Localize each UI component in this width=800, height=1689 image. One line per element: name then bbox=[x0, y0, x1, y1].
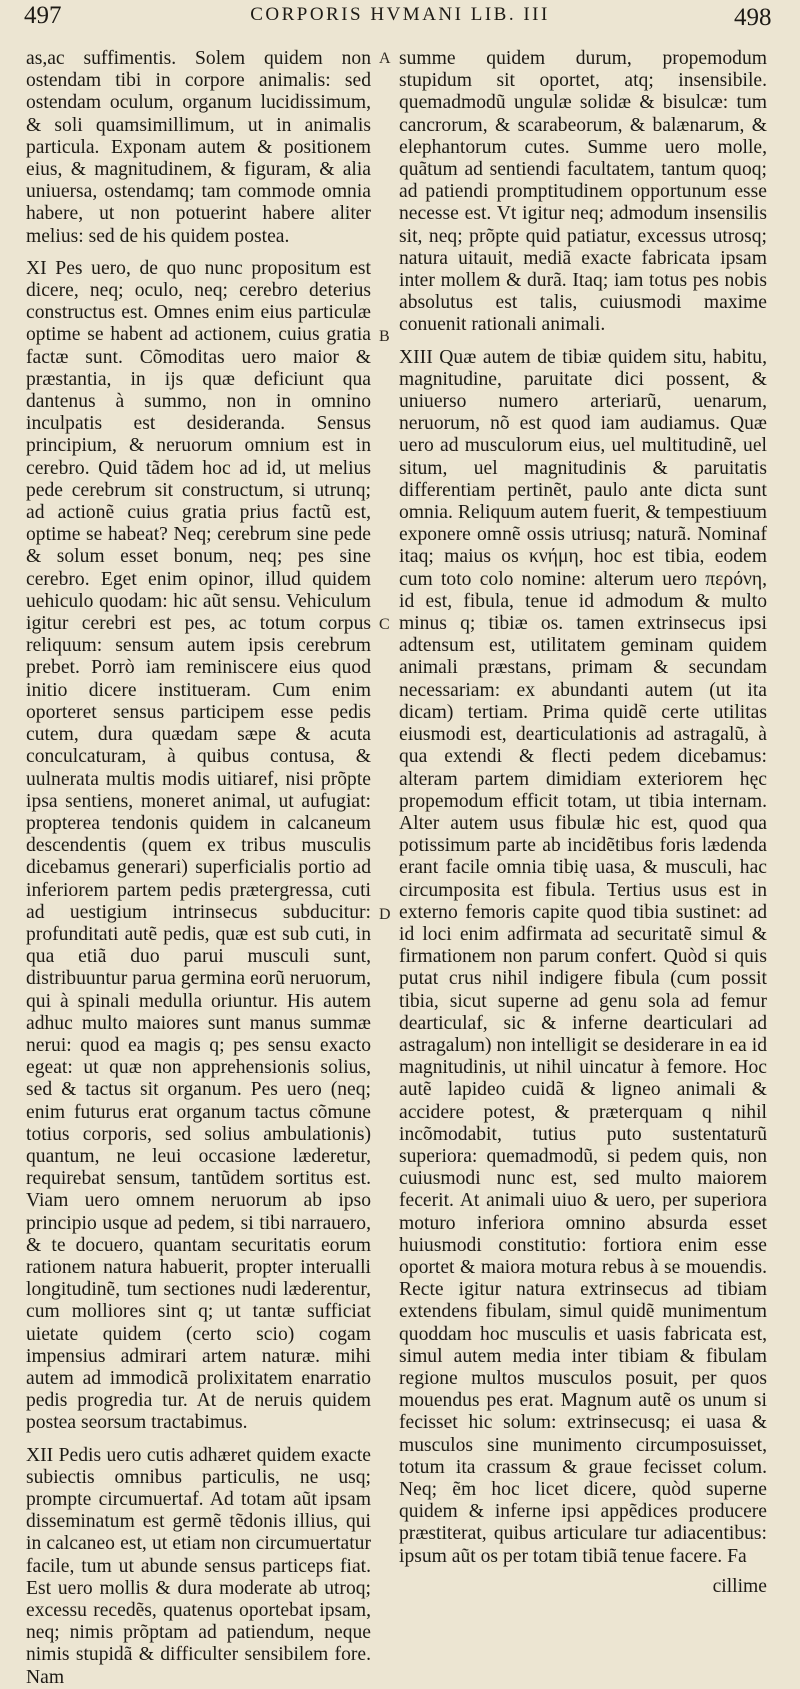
page-number-right: 498 bbox=[734, 4, 772, 31]
paragraph-continuation-right: summe quidem durum, propemodum stupidum sit oportet, atq; insensibile. quemadmodũ ungulæ solidæ & bisulcæ: tum cancrorum, & scarabeorum, & balænarum, & elephantorum cutes. Summe uero molle, quãtum ad sentiendi facultatem, tantum quoq; ad patiendi promptitudinem opportunum esse necesse est. Vt igitur neq; admodum insensilis sit, neq; prõpte quid patiatur, excessus utrosq; natura uitauit, mediã exacte fabricata ipsam inter mollem & durã. Itaq; iam totus pes nobis absolutus est talis, cuiusmodi maxime conuenit rationali animali. bbox=[399, 48, 767, 336]
marginal-letter-c: C bbox=[379, 616, 390, 633]
page-number-left: 497 bbox=[24, 2, 62, 29]
marginal-letter-b: B bbox=[379, 328, 390, 345]
right-column bbox=[399, 48, 767, 1597]
page-header bbox=[0, 0, 800, 44]
left-column bbox=[26, 48, 371, 1688]
marginal-letter-a: A bbox=[379, 50, 391, 67]
catchword: cillime bbox=[712, 1575, 767, 1597]
marginal-letter-d: D bbox=[379, 906, 391, 923]
paragraph-section-xi: XI Pes uero, de quo nunc propositum est dicere, neq; oculo, neq; cerebro deterius constructus est. Omnes enim eius particulæ optime se habent ad actionem, cuius gratia factæ sunt. Cõmoditas uero maior & præstantia, in ijs quæ deficiunt qua dantenus à summo, non in omnino inculpatis est desideranda. Sensus principium, & neruorum omnium est in cerebro. Quid tãdem hoc ad id, ut melius pede cerebrum sit constructum, si utrunq; ad actionẽ cuius gratia prius factũ est, optime se habeat? Neq; cerebrum sine pede & solum esset bonum, neq; pes sine cerebro. Eget enim opinor, illud quidem uehiculo quodam: hic aũt sensu. Vehiculum igitur cerebri est pes, ac totum corpus reliquum: sensum autem ipsis cerebrum prebet. Porrò iam reminiscere eius quod initio dicere institueram. Cum enim oporteret sensus participem esse pedis cutem, dura quædam sæpe & acuta conculcaturam, à quibus contusa, & uulnerata multis modis uitiaref, nisi prõpte ipsa sentiens, moneret animal, ut aufugiat: propterea tendonis quidem in calcaneum descendentis (quem ex tribus musculis dicebamus generari) superficialis portio ad inferiorem partem pedis prætergressa, cuti ad uestigium intrinsecus subducitur: profunditati autẽ pedis, quæ est sub cuti, in qua etiã duo parui musculi sunt, distribuuntur parua germina eorũ neruorum, qui à spinali medulla oriuntur. His autem adhuc multo maiores sunt manus summæ nerui: quod ea magis q; pes sensu exacto egeat: ut quæ non apprehensionis solius, sed & tactus sit organum. Pes uero (neq; enim futurus erat organum tactus cõmune totius corporis, sed solius ambulationis) quantum, ne leui occasione læderetur, requirebat sensum, tantũdem sortitus est. Viam uero omnem neruorum ab ipso principio usque ad pedem, si tibi narrauero, & te docuero, quantam securitatis eorum rationem natura habuerit, propter interualli longitudinẽ, tum sectiones nudi læderentur, cum molliores sint q; ut tantæ sufficiat uietate quidem (certo scio) cogam impensius admirari artem naturæ. mihi autem ad immodicã prolixitatem enarratio pedis progredia tur. At de neruis quidem postea seorsum tractabimus. bbox=[26, 257, 371, 1434]
paragraph-continuation: as,ac suffimentis. Solem quidem non ostendam tibi in corpore animalis: sed ostendam oculum, organum lucidissimum, & soli quamsimillimum, ut in animalis particula. Exponam autem & positionem eius, & magnitudinem, & figuram, & alia uniuersa, ostendamq; tam commode omnia habere, ut non potuerint habere aliter melius: sed de his quidem postea. bbox=[26, 48, 371, 247]
paragraph-section-xii: XII Pedis uero cutis adhæret quidem exacte subiectis omnibus particulis, ne usq; prompte circumuertaf. Ad totam aũt ipsam disseminatum est germẽ tẽdonis illius, qui in calcaneo est, ut etiam non circumuertatur facile, tum ut abunde sensus particeps fiat. Est uero mollis & dura moderate ab utroq; excessu recedẽs, quatenus oportebat ipsam, neq; nimis prõptam ad patiendum, neque nimis stupidã & difficulter sensibilem fore. Nam bbox=[26, 1444, 371, 1688]
paragraph-section-xiii: XIII Quæ autem de tibiæ quidem situ, habitu, magnitudine, paruitate dici possent, & uniuerso numero arteriarũ, uenarum, neruorum, nõ est quod iam audiamus. Quæ uero ad musculorum eius, uel multitudinẽ, uel situm, uel magnitudinis & paruitatis differentiam pertinẽt, paulo ante dicta sunt omnia. Reliquum autem fuerit, & tempestiuum exponere omnẽ ossis utriusq; naturã. Nominaf itaq; maius os κνήμη, hoc est tibia, eodem cum toto colo nomine: alterum uero περόνη, id est, fibula, tenue id admodum & multo minus q; tibiæ os. tamen extrinsecus ipsi adtensum est, utilitatem geminam quidem animali præstans, primam & secundam necessariam: ex abundanti autem (ut ita dicam) tertiam. Prima quidẽ certe utilitas eiusmodi est, dearticulationis ad astragalũ, à qua extendi & flecti pedem dicebamus: alteram partem dimidiam exteriorem hęc propemodum efficit totam, ut tibia internam. Alter autem usus fibulæ hic est, quod qua potissimum parte ab incidẽtibus foris lædenda erant facile omnia tibię uasa, & musculi, hac circumposita est fibula. Tertius usus est in externo femoris capite quod tibia sustinet: ad id loci enim adfirmata ad securitatẽ simul & firmationem non parum confert. Quòd si quis putat crus nihil indigere fibula (cum possit tibia, sicut superne ad genu sola ad femur dearticulaf, sic & inferne dearticulari ad astragalum) non intelligit se desiderare in ea id magnitudinis, ut nihil uincatur à femore. Hoc autẽ lapideo cuidã & ligneo animali & accidere potest, & præterquam q nihil incõmodabit, tutius puto sustentaturũ superiora: quemadmodũ, si pedem quis, non cuiusmodi nunc est, sed multo maiorem fecerit. At animali uiuo & uero, per superiora moturo inferiora omnino absurda esset huiusmodi constitutio: fortiora enim esse oportet & maiora motura rebus à se mouendis. Recte igitur natura extrinsecus ad tibiam extendens fibulam, simul quidẽ munimentum quoddam hoc musculis et uasis fabricata est, simul autem media inter tibiam & fibulam regione multos musculos posuit, per quos mouendus pes erat. Magnum autẽ os unum si fecisset hic solum: extrinsecusq; ei uasa & musculos sine munimento circumposuisset, totum ita crassum & graue fecisset colum. Neq; ẽm hoc licet dicere, quòd superne quidem & inferne ipsi appẽdices producere præstiterat, quibus articulare tur adiacentibus: ipsum aũt os per totam tibiã tenue facere. Fa bbox=[399, 346, 767, 1567]
running-title: CORPORIS HVMANI LIB. III bbox=[250, 4, 550, 25]
